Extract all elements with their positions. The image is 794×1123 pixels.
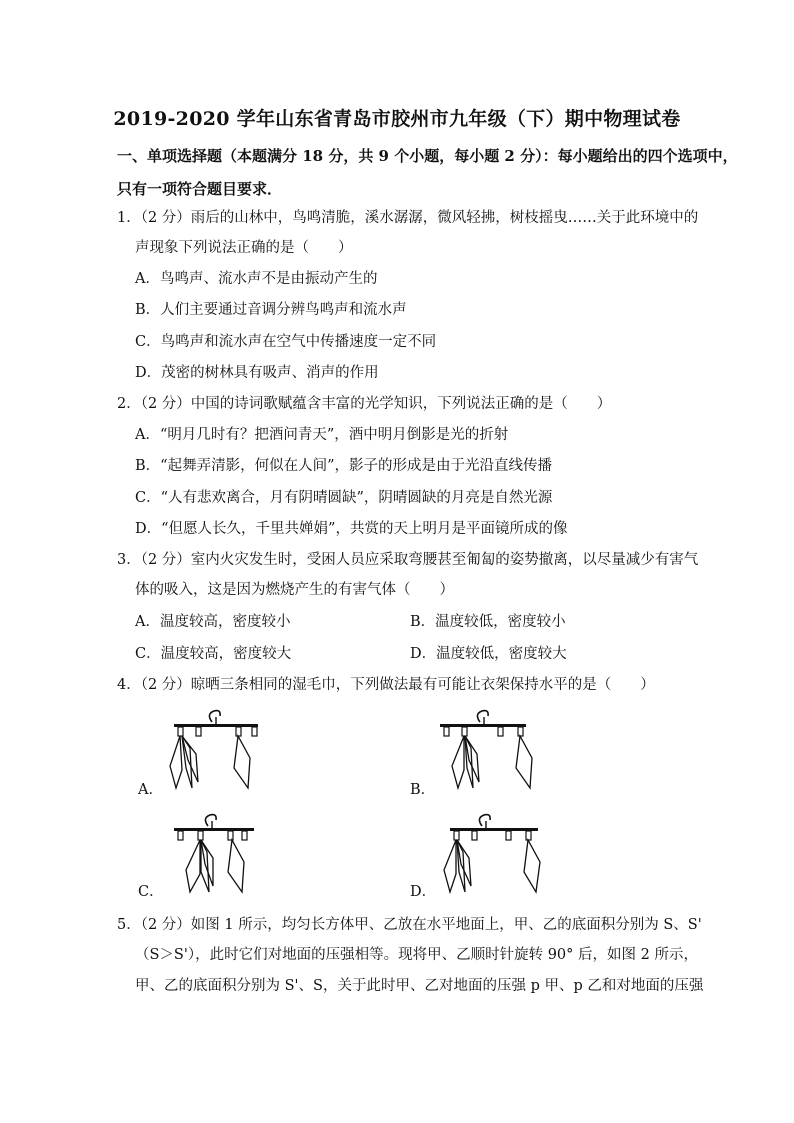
q5-stem-line3: 甲、乙的底面积分别为 S'、S，关于此时甲、乙对地面的压强 p 甲、p 乙和对地面的压强 — [135, 978, 704, 994]
q3-stem-line1: 3．（2 分）室内火灾发生时，受困人员应采取弯腰甚至匍匐的姿势撤离，以尽量减少有害气 — [117, 552, 699, 568]
q2-option-d: D．“但愿人长久，千里共婵娟”，共赏的天上明月是平面镜所成的像 — [135, 521, 568, 537]
q3-stem-line2: 体的吸入，这是因为燃烧产生的有害气体（ ） — [135, 582, 454, 598]
section-heading-line2: 只有一项符合题目要求． — [117, 180, 283, 198]
q4-option-b-label: B． — [410, 782, 436, 798]
q1-stem-line2: 声现象下列说法正确的是（ ） — [135, 240, 353, 256]
q1-option-c: C．鸟鸣声和流水声在空气中传播速度一定不同 — [135, 334, 437, 350]
q3-option-a: A．温度较高，密度较小 — [135, 614, 291, 630]
q5-stem-line2: （S＞S'），此时它们对地面的压强相等。现将甲、乙顺时针旋转 90° 后，如图 2 所示， — [135, 947, 698, 963]
hanger-figure-d — [438, 812, 548, 894]
q3-option-c: C．温度较高，密度较大 — [135, 646, 292, 662]
q3-option-d: D．温度较低，密度较大 — [410, 646, 567, 662]
hanger-figure-a — [160, 708, 270, 790]
q4-option-c-label: C． — [138, 884, 164, 900]
q4-option-a-label: A． — [138, 782, 163, 798]
q2-option-c: C．“人有悲欢离合，月有阴晴圆缺”，阴晴圆缺的月亮是自然光源 — [135, 490, 553, 506]
q5-stem-line1: 5．（2 分）如图 1 所示，均匀长方体甲、乙放在水平地面上，甲、乙的底面积分别为 S、S' — [117, 917, 702, 933]
q2-option-b: B．“起舞弄清影，何似在人间”，影子的形成是由于光沿直线传播 — [135, 458, 552, 474]
q4-option-d-label: D． — [410, 884, 437, 900]
q1-option-d: D．茂密的树林具有吸声、消声的作用 — [135, 365, 379, 381]
q1-option-b: B．人们主要通过音调分辨鸟鸣声和流水声 — [135, 302, 407, 318]
q1-option-a: A．鸟鸣声、流水声不是由振动产生的 — [135, 271, 378, 287]
q3-option-b: B．温度较低，密度较小 — [410, 614, 566, 630]
section-heading-line1: 一、单项选择题（本题满分 18 分，共 9 个小题，每小题 2 分）：每小题给出的四个选项中， — [117, 147, 738, 165]
q1-stem-line1: 1．（2 分）雨后的山林中，鸟鸣清脆，溪水潺潺，微风轻拂，树枝摇曳……关于此环境中的 — [117, 210, 699, 226]
q2-stem-line1: 2．（2 分）中国的诗词歌赋蕴含丰富的光学知识，下列说法正确的是（ ） — [117, 396, 612, 412]
exam-title: 2019-2020 学年山东省青岛市胶州市九年级（下）期中物理试卷 — [113, 108, 681, 130]
hanger-figure-c — [170, 812, 280, 894]
q2-option-a: A．“明月几时有？把酒问青天”，酒中明月倒影是光的折射 — [135, 427, 509, 443]
hanger-figure-b — [436, 708, 546, 790]
q4-stem-line1: 4．（2 分）晾晒三条相同的湿毛巾，下列做法最有可能让衣架保持水平的是（ ） — [117, 677, 655, 693]
